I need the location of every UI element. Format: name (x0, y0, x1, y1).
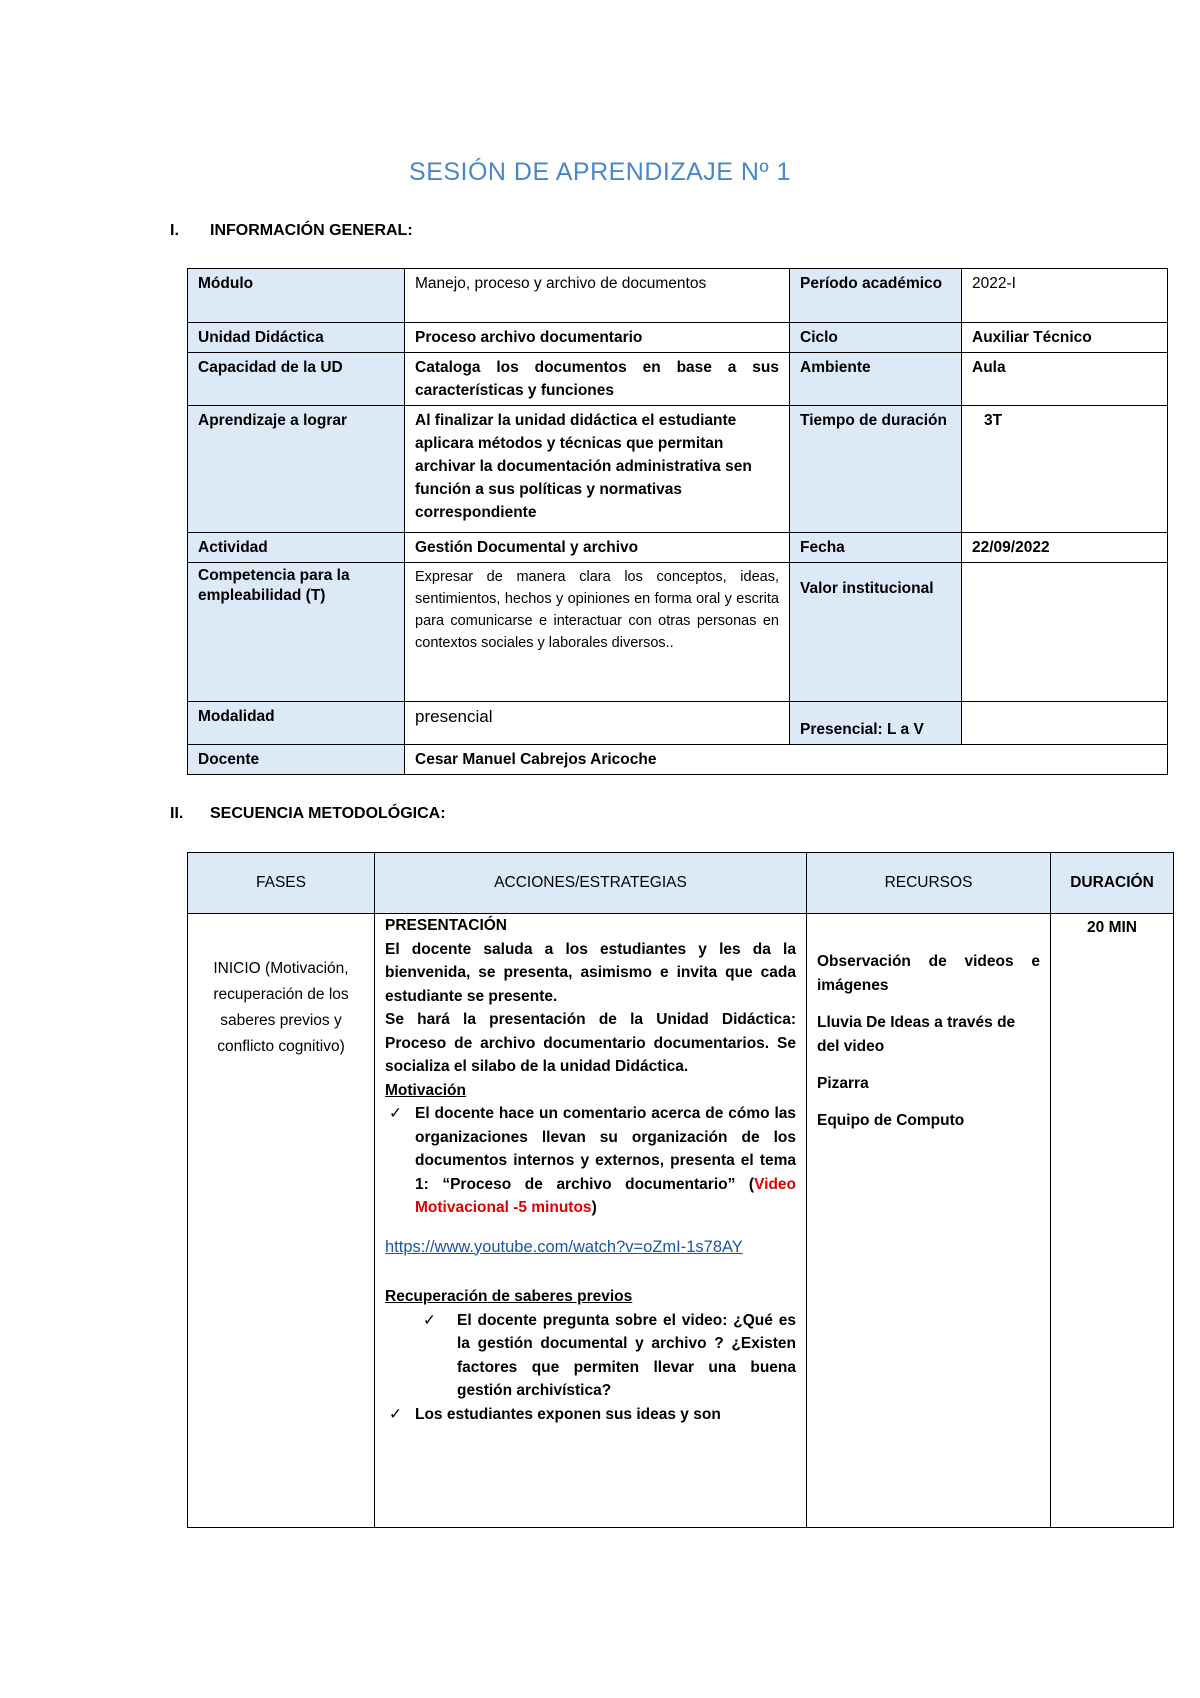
label-unidad: Unidad Didáctica (188, 323, 405, 353)
list-item (385, 1309, 796, 1403)
list-item (385, 1102, 796, 1220)
value-tiempo: 3T (962, 406, 1168, 533)
motivacion-text: El docente hace un comentario acerca de cómo las organizaciones llevan su organización de los documentos internos y externos, presenta el tema 1: “Proceso de archivo documentario” ( (415, 1105, 796, 1193)
closing-list (385, 1403, 796, 1427)
recuperacion-title: Recuperación de saberes previos (385, 1288, 633, 1305)
presentacion-paragraph-1: El docente saluda a los estudiantes y les da la bienvenida, se presenta, asimismo e invita que cada estudiante se presente. (385, 940, 796, 1005)
section-number: I. (170, 222, 179, 239)
fase-inicio: INICIO (Motivación, recuperación de los saberes previos y conflicto cognitivo) (188, 914, 375, 1528)
presentacion-paragraph-2: Se hará la presentación de la Unidad Didáctica: Proceso de archivo documentario documentarios. Se socializa el silabo de la unidad Didáctica. (385, 1011, 796, 1075)
recuperacion-text: El docente pregunta sobre el video: ¿Qué es la gestión documental y archivo ? ¿Existen factores que permiten llevar una buena gestión archivística? (457, 1311, 796, 1399)
label-aprendizaje: Aprendizaje a lograr (188, 406, 405, 533)
checkmark-icon: ✓ (389, 1405, 402, 1423)
label-competencia: Competencia para la empleabilidad (T) (188, 563, 405, 702)
header-recursos: RECURSOS (807, 853, 1051, 914)
recurso-item: Equipo de Computo (817, 1112, 965, 1129)
value-valor (962, 563, 1168, 702)
label-capacidad: Capacidad de la UD (188, 353, 405, 406)
label-ambiente: Ambiente (790, 353, 962, 406)
label-presencial: Presencial: L a V (790, 702, 962, 745)
header-duracion: DURACIÓN (1051, 853, 1174, 914)
label-ciclo: Ciclo (790, 323, 962, 353)
value-ciclo: Auxiliar Técnico (962, 323, 1168, 353)
general-info-table (187, 268, 1168, 775)
value-modulo: Manejo, proceso y archivo de documentos (405, 269, 790, 323)
label-tiempo: Tiempo de duración (790, 406, 962, 533)
recurso-item: Pizarra (817, 1075, 869, 1092)
value-competencia: Expresar de manera clara los conceptos, ideas, sentimientos, hechos y opiniones en forma oral y escrita para comunicarse e interactuar con otras personas en contextos sociales y laborales diversos.. (405, 563, 790, 702)
list-item (385, 1403, 796, 1427)
header-acciones: ACCIONES/ESTRATEGIAS (375, 853, 807, 914)
motivacion-title: Motivación (385, 1081, 466, 1099)
label-modalidad: Modalidad (188, 702, 405, 745)
motivacion-video-note: Video Motivacional -5 minutos (415, 1175, 796, 1216)
checkmark-icon: ✓ (423, 1311, 436, 1329)
value-capacidad: Cataloga los documentos en base a sus características y funciones (405, 353, 790, 406)
closing-text: Los estudiantes exponen sus ideas y son (415, 1405, 721, 1423)
recuperacion-list (385, 1309, 796, 1403)
value-presencial (962, 702, 1168, 745)
motivacion-list (385, 1102, 796, 1220)
section-number: II. (170, 805, 184, 822)
value-aprendizaje: Al finalizar la unidad didáctica el estudiante aplicara métodos y técnicas que permitan archivar la documentación administrativa sen función a sus políticas y normativas correspondiente (405, 406, 790, 533)
acciones-cell (375, 914, 807, 1528)
motivacion-close: ) (591, 1199, 597, 1216)
section-heading-general (170, 222, 413, 240)
section-label: SECUENCIA METODOLÓGICA: (210, 805, 446, 822)
value-modalidad: presencial (405, 702, 790, 745)
page-title: SESIÓN DE APRENDIZAJE Nº 1 (409, 158, 791, 186)
sequence-table (187, 852, 1174, 1528)
value-actividad: Gestión Documental y archivo (405, 533, 790, 563)
duracion-value: 20 MIN (1051, 914, 1174, 1528)
label-actividad: Actividad (188, 533, 405, 563)
presentacion-title: PRESENTACIÓN (385, 917, 508, 934)
label-periodo: Período académico (790, 269, 962, 323)
header-fases: FASES (188, 853, 375, 914)
label-modulo: Módulo (188, 269, 405, 323)
label-valor: Valor institucional (790, 563, 962, 702)
label-fecha: Fecha (790, 533, 962, 563)
recursos-cell (807, 914, 1051, 1528)
value-docente: Cesar Manuel Cabrejos Aricoche (405, 745, 1168, 775)
section-label: INFORMACIÓN GENERAL: (210, 222, 413, 239)
value-ambiente: Aula (962, 353, 1168, 406)
section-heading-secuencia (170, 805, 446, 823)
label-docente: Docente (188, 745, 405, 775)
recurso-item: Lluvia De Ideas a través de del video (817, 1014, 1016, 1055)
recurso-item: Observación de videos e imágenes (817, 953, 1040, 994)
value-unidad: Proceso archivo documentario (405, 323, 790, 353)
checkmark-icon: ✓ (389, 1105, 402, 1122)
value-fecha: 22/09/2022 (962, 533, 1168, 563)
value-periodo: 2022-I (962, 269, 1168, 323)
video-link[interactable]: https://www.youtube.com/watch?v=oZmI-1s78AY (385, 1237, 743, 1256)
